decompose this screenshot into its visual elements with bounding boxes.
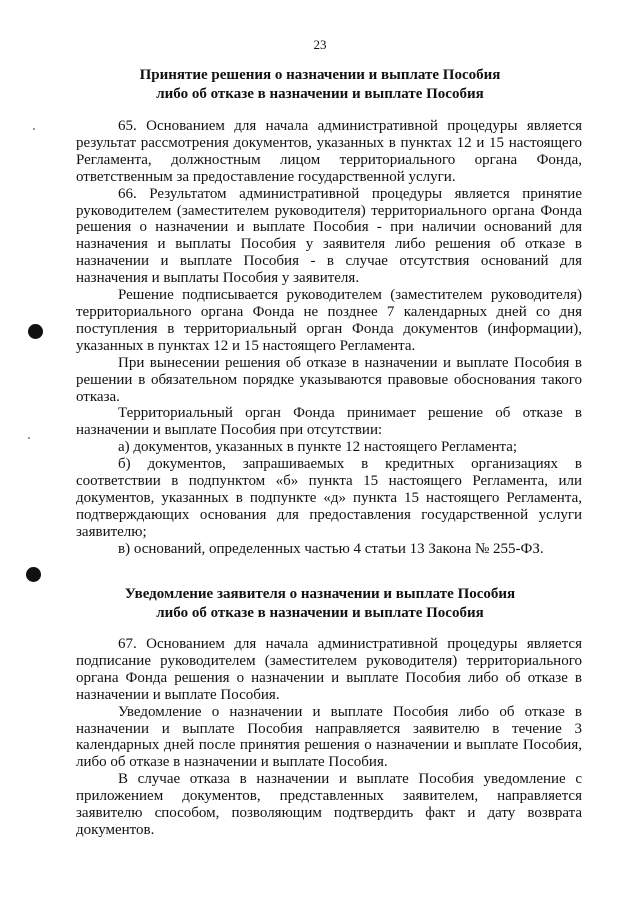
page-number: 23 <box>313 37 327 52</box>
heading-line: Принятие решения о назначении и выплате Пособия <box>139 67 501 83</box>
section-body-notification <box>76 636 582 839</box>
section-heading-decision <box>0 66 640 104</box>
heading-line: Уведомление заявителя о назначении и выплате Пособия <box>124 586 516 602</box>
paragraph-return-documents: В случае отказа в назначении и выплате Пособия уведомление с приложением документов, представленных заявителем, направляется заявителю способом, позволяющим подтвердить факт и дату возврата документов. <box>76 771 582 838</box>
heading-line: либо об отказе в назначении и выплате Пособия <box>156 605 484 621</box>
paragraph-signing: Решение подписывается руководителем (заместителем руководителя) территориального органа Фонда не позднее 7 календарных дней со дня поступления в территориальный орган Фонда документов (информации), указанных в пунктах 12 и 15 настоящего Регламента. <box>76 287 582 354</box>
paragraph-65: 65. Основанием для начала административной процедуры является результат рассмотрения документов, указанных в пунктах 12 и 15 настоящего Регламента, должностным лицом территориального органа Фонда, ответственным за предоставление государственной услуги. <box>76 118 582 185</box>
paragraph-66: 66. Результатом административной процедуры является принятие руководителем (заместителем руководителя) территориального органа Фонда решения о назначении и выплате Пособия - при наличии оснований для назначения и выплаты Пособия у заявителя либо решения об отказе в назначении и выплате Пособия - в случае отсутствия оснований для назначения и выплаты Пособия у заявителя. <box>76 185 582 287</box>
paragraph-notification: Уведомление о назначении и выплате Пособия либо об отказе в назначении и выплате Пособия направляется заявителю в течение 3 календарных дней после принятия решения о назначении и выплате Пособия, либо об отказе в назначении и выплате Пособия. <box>76 703 582 771</box>
paragraph-refusal-grounds: При вынесении решения об отказе в назначении и выплате Пособия в решении в обязательном порядке указываются правовые обоснования такого отказа. <box>76 354 582 405</box>
punch-hole-mark <box>28 324 43 339</box>
list-item-v: в) оснований, определенных частью 4 статьи 13 Закона № 255-ФЗ. <box>118 540 544 557</box>
list-item-b: б) документов, запрашиваемых в кредитных организациях в соответствии в подпунктом «б» пункта 15 настоящего Регламента, или документов, указанных в подпункте «д» пункта 15 настоящего Регламента, подтверждающих основания для предоставления государственной услуги заявителю; <box>76 456 582 540</box>
paragraph-67: 67. Основанием для начала административной процедуры является подписание руководителем (заместителем руководителя) территориального органа Фонда решения о назначении и выплате Пособия либо об отказе в назначении и выплате Пособия. <box>76 636 582 703</box>
heading-line: либо об отказе в назначении и выплате Пособия <box>156 86 484 102</box>
list-item-a: а) документов, указанных в пункте 12 настоящего Регламента; <box>118 439 518 456</box>
paragraph-refusal-intro: Территориальный орган Фонда принимает решение об отказе в назначении и выплате Пособия при отсутствии: <box>76 405 582 439</box>
scan-speck <box>33 128 35 130</box>
punch-hole-mark <box>26 567 41 582</box>
section-heading-notification <box>0 585 640 623</box>
scan-speck <box>28 437 30 439</box>
section-body-decision <box>76 118 582 558</box>
